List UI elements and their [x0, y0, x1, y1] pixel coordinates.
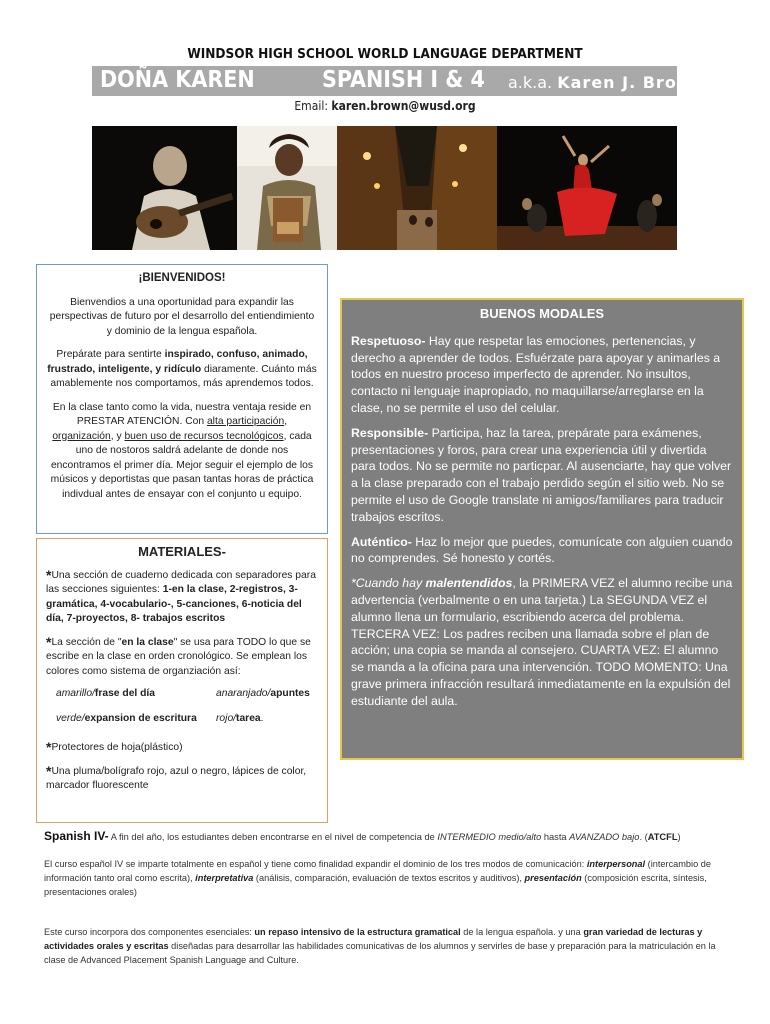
color-red: [216, 712, 336, 727]
materials-item-4: [46, 764, 318, 794]
text-bold: inspirado, confuso, animado, frustrado, inteligente, y ridículo: [47, 349, 308, 375]
text-run: (intercambio de información tanto oral como escrita),: [44, 859, 711, 883]
conduct-box: [340, 298, 744, 760]
bullet-star: *: [46, 739, 52, 755]
text-bold: apuntes: [270, 688, 310, 699]
materials-item-1: [46, 568, 318, 627]
text-run: Prepárate para sentirte: [56, 349, 165, 360]
text-bold-italic: malentendidos: [425, 576, 513, 591]
text-run: Participa, haz la tarea, prepárate para exámenes, presentaciones y foros, para crear una experiencia útil y divertida para todos. No se permite no particpar. Al ausenciarte, hay que volver a la clase preparado con el trabajo perdido según el sitio web. No se permite el uso de Google translate ni amigos/familiares para traducir trabajos escritos.: [351, 425, 732, 524]
course-label: Spanish IV-: [44, 829, 109, 843]
text-run: (composición escrita, síntesis, presentaciones orales): [44, 873, 707, 897]
text-bold: expansion de escritura: [84, 712, 197, 724]
cajon-player-photo: [237, 126, 337, 250]
underlined-text: alta participación: [206, 416, 285, 427]
color-green: [56, 712, 216, 727]
text-italic: verde/: [56, 712, 85, 724]
text-bold: ATCFL: [647, 832, 678, 842]
welcome-box: [36, 264, 328, 534]
email-line: [0, 99, 770, 113]
text-bold-italic: interpersonal: [586, 859, 646, 869]
underlined-text: organización: [52, 430, 111, 442]
text-bold: gran variedad de lecturas y actividades orales y escritas: [44, 927, 703, 951]
text-italic: INTERMEDIO medio/alto: [437, 832, 542, 842]
text-run: Una sección de cuaderno dedicada con separadores para las secciones siguientes:: [46, 569, 316, 595]
course-title: SPANISH I & 4: [322, 67, 485, 93]
bullet-star: *: [46, 566, 52, 583]
aka-name: Karen J. Brown: [557, 73, 705, 92]
department-title: WINDSOR HIGH SCHOOL WORLD LANGUAGE DEPARTMENT: [187, 46, 583, 62]
text-run: Este curso incorpora dos componentes esenciales:: [44, 927, 255, 937]
text-italic: anaranjado/: [216, 688, 271, 699]
welcome-paragraph-2: [47, 348, 317, 392]
welcome-title: ¡BIENVENIDOS!: [138, 272, 226, 284]
materials-item-2: [46, 635, 318, 680]
conduct-respectful: [351, 333, 733, 417]
text-bold: tarea: [236, 712, 261, 724]
text-bold: un repaso intensivo de la estructura gramatical: [254, 927, 461, 937]
text-run: Una pluma/bolígrafo rojo, azul o negro, lápices de color, marcador fluorescente: [46, 765, 307, 791]
color-system: [56, 687, 318, 726]
teacher-name: DOÑA KAREN: [100, 67, 255, 93]
email-label: Email:: [294, 99, 328, 113]
text-run: (análisis, comparación, evaluación de textos escritos y auditivos),: [253, 873, 525, 883]
street-night-photo: [337, 126, 497, 250]
materials-title: MATERIALES-: [138, 544, 226, 559]
text-run: A fin del año, los estudiantes deben encontrarse en el nivel de competencia de: [108, 832, 438, 842]
text-run: , y: [110, 430, 125, 442]
text-run: La sección de ": [51, 636, 122, 648]
color-yellow: [56, 687, 216, 702]
text-bold: 1-en la clase, 2-registros, 3-gramática, 4-vocabulario-, 5-canciones, 6-noticia del día, 7-proyectos, 8- trabajos escritos: [46, 584, 302, 624]
text-italic: rojo/: [216, 712, 237, 724]
aka-line: [508, 73, 705, 92]
materials-item-3: [46, 740, 318, 756]
course-description: [44, 857, 732, 899]
text-bold: Responsible-: [351, 425, 429, 440]
flamenco-dancer-photo: [497, 126, 677, 250]
aka-prefix: a.k.a.: [508, 73, 553, 92]
color-orange: [216, 687, 336, 702]
email-link[interactable]: karen.brown@wusd.org: [331, 99, 476, 113]
text-bold: en la clase: [121, 636, 174, 648]
conduct-responsible: [351, 425, 733, 526]
text-run: diaramente. Cuánto más amablemente nos comportamos, más aprendemos todos.: [50, 363, 317, 389]
text-run: . (: [639, 832, 648, 842]
text-run: hasta: [541, 832, 570, 842]
text-italic: *Cuando hay: [351, 576, 426, 591]
text-italic: amarillo/: [56, 688, 95, 699]
course-components: [44, 925, 732, 967]
conduct-consequences: [351, 575, 733, 709]
text-bold-italic: interpretativa: [195, 873, 254, 883]
welcome-paragraph-1: Bienvendios a una oportunidad para expandir las perspectivas de futuro por el desarrollo del entiendimiento y dominio de la lengua española.: [49, 296, 315, 337]
text-bold: Auténtico-: [351, 534, 412, 549]
bullet-star: *: [46, 633, 52, 650]
text-run: Haz lo mejor que puedes, comunícate con alguien cuando no comprendes. Sé honesto y cortés.: [351, 534, 733, 566]
text-run: .: [260, 712, 264, 724]
text-bold: frase del día: [94, 688, 156, 699]
conduct-authentic: [351, 534, 733, 568]
text-run: " se usa para TODO lo que se escribe en la clase en orden cronológico. Se emplean los colores como sistema de organziación así:: [46, 636, 311, 677]
text-run: Protectores de hoja(plástico): [51, 742, 183, 753]
materials-box: [36, 538, 328, 823]
text-italic: AVANZADO bajo: [569, 832, 640, 842]
guitarist-photo: [92, 126, 237, 250]
text-run: En la clase tanto como la vida, nuestra ventaja reside en PRESTAR ATENCIÓN. Con: [52, 401, 312, 427]
text-run: , cada uno de nostoros saldrá adelante de donde nos encontramos el primer día. Mejor seguir el ejemplo de los músicos y deportistas que pasan tantas horas de práctica indivdual antes de ensayar con el conjunto u equipo.: [50, 430, 314, 500]
text-run: , la PRIMERA VEZ el alumno recibe una advertencia (verbalmente o en una tarjeta.) La SEGUNDA VEZ el alumno llena un formulario, escribiendo acerca del problema. TERCERA VEZ: Los padres reciben una llamada sobre el plan de acción; una copia se manda al consejero. CUARTA VEZ: El alumno se manda a la oficina para una intervención. TODO MOMENTO: Una grave primera infracción resultará inmediatamente en la expulsión del estudiante del aula.: [351, 576, 733, 708]
text-run: de la lengua española. y una: [460, 927, 584, 937]
underlined-text: buen uso de recursos tecnológicos: [124, 430, 284, 442]
text-run: ,: [284, 416, 288, 427]
course-level-line: [44, 829, 732, 844]
text-bold: Respetuoso-: [351, 333, 426, 348]
text-run: Hay que respetar las emociones, pertenencias, y derecho a aprender de todos. Esfuérzate para apoyar y animarles a todos en nuestro proceso imperfecto de aprender. No insultos, contacto ni lenguaje inapropiado, no maquillarse/arreglarse en la clase, no se permite el uso del celular.: [351, 333, 721, 415]
welcome-paragraph-3: [47, 401, 317, 503]
text-run: diseñadas para desarrollar las habilidades comunicativas de los alumnos y servirles de base y preparación para la matriculación en la clase de Advanced Placement Spanish Language and Culture.: [44, 941, 716, 965]
text-run: ): [677, 832, 681, 842]
conduct-title: BUENOS MODALES: [479, 306, 605, 321]
text-run: El curso español IV se imparte totalmente en español y tiene como finalidad expandir el dominio de los tres modos de comunicación:: [44, 859, 587, 869]
text-bold-italic: presentación: [524, 873, 582, 883]
bullet-star: *: [46, 762, 52, 779]
